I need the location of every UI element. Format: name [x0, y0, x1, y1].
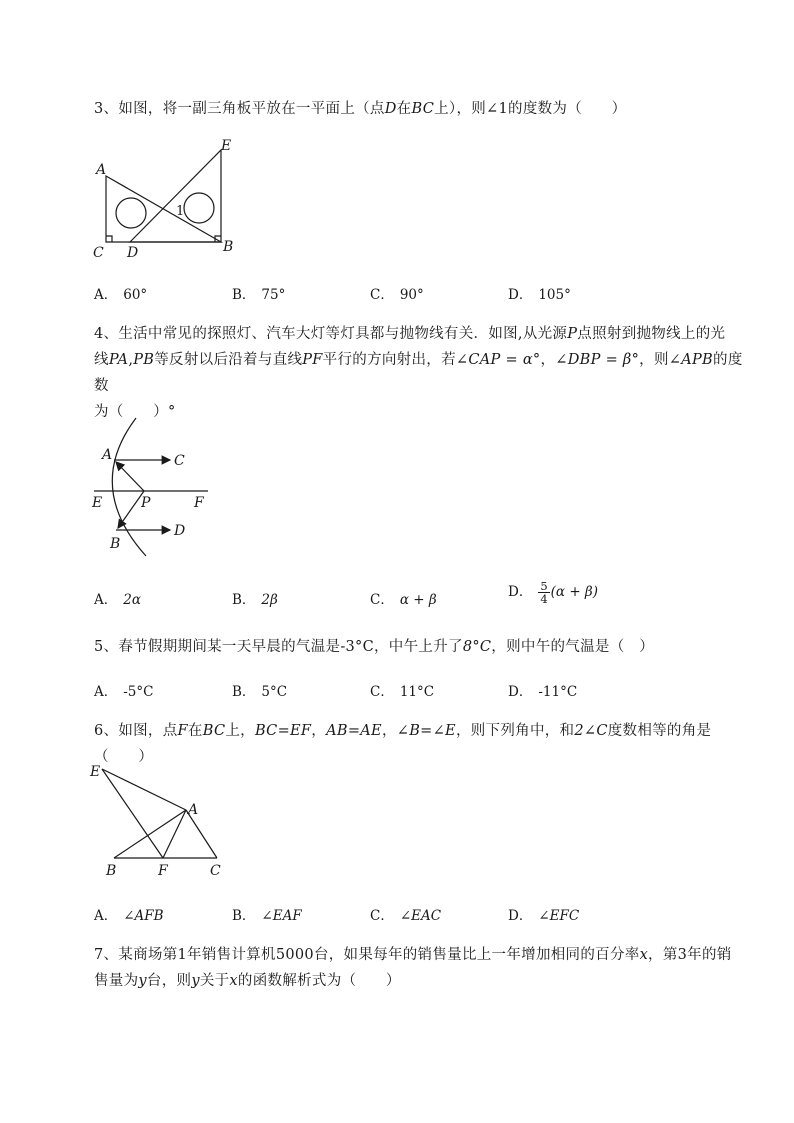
q7-line-1: 7、某商场第1年销售计算机5000台，如果每年的销售量比上一年增加相同的百分率x，第3年的销	[94, 947, 732, 963]
q6-label-f: F	[158, 863, 168, 879]
q4-label-d: D	[174, 523, 186, 539]
q6-segment-ab	[114, 810, 186, 858]
q3-option-a[interactable]: A． 60°	[94, 287, 148, 303]
q3-text-3: 上），则∠1的度数为（ ）	[434, 101, 627, 117]
q5-temp-rise: 8°C	[462, 639, 492, 655]
q4-option-d-fraction: $\frac{5}{4}$	[540, 579, 548, 606]
q5-options	[94, 680, 714, 700]
q5-temp-morning: -3°C	[340, 639, 374, 655]
q4-line-1: 4、生活中常见的探照灯、汽车大灯等灯具都与抛物线有关．如图,从光源P点照射到抛物线上的光	[94, 326, 726, 342]
q3-option-d[interactable]: D． 105°	[508, 287, 571, 303]
q3-right-angle-c	[106, 236, 112, 242]
question-3-stem	[94, 96, 744, 122]
q7-line-2: 售量为y台，则y关于x的函数解析式为（ ）	[94, 973, 401, 989]
q4-ray-pa	[116, 462, 144, 491]
q6-label-b: B	[106, 863, 117, 879]
q3-figure	[90, 136, 250, 266]
q4-label-e: E	[92, 495, 103, 511]
q6-option-a[interactable]: A． ∠AFB	[94, 908, 164, 924]
q3-label-b: B	[223, 239, 234, 255]
q6-figure	[88, 760, 228, 882]
q4-option-c[interactable]: C． α + β	[370, 592, 437, 608]
q3-label-a: A	[96, 162, 107, 178]
q6-segment-ef	[102, 769, 163, 858]
q4-option-d[interactable]: D． $\frac{5}{4}$ (α + β)	[508, 579, 599, 606]
q3-label-d: D	[127, 245, 139, 261]
q6-option-b[interactable]: B． ∠EAF	[232, 908, 302, 924]
q3-options	[94, 283, 714, 303]
q3-text-2: 在	[396, 101, 412, 117]
question-7-stem	[94, 942, 744, 994]
q3-label-e: E	[221, 138, 232, 154]
q6-option-c[interactable]: C． ∠EAC	[370, 908, 442, 924]
q4-line-3: 为（ ）°	[94, 404, 176, 420]
q4-options	[94, 579, 714, 608]
q6-label-c: C	[210, 863, 221, 879]
q6-label-e: E	[90, 764, 101, 780]
q5-option-c[interactable]: C． 11°C	[370, 684, 435, 700]
q3-hole-left	[116, 198, 146, 228]
q3-option-c[interactable]: C． 90°	[370, 287, 424, 303]
q3-triangle-acb	[106, 176, 221, 242]
q3-text-1: 3、如图，将一副三角板平放在一平面上（点	[94, 101, 385, 117]
q5-option-d[interactable]: D． -11°C	[508, 684, 578, 700]
q6-option-d[interactable]: D． ∠EFC	[508, 908, 580, 924]
q3-label-c: C	[93, 245, 104, 261]
q4-label-b: B	[110, 536, 121, 552]
q3-var-d: D	[384, 101, 397, 117]
q6-segment-ea	[102, 769, 186, 810]
q4-line-2: 线PA,PB等反射以后沿着与直线PF平行的方向射出，若∠CAP = α°，∠DBP = β°，则∠APB的度数	[94, 352, 743, 394]
q3-var-bc: BC	[411, 101, 435, 117]
q3-hole-right	[184, 193, 214, 223]
q6-label-a: A	[188, 802, 199, 818]
q6-options	[94, 904, 714, 924]
question-6-stem: 6、如图，点F在BC上，BC=EF，AB=AE，∠B=∠E，则下列角中，和2∠C度数相等的角是（ ）	[94, 723, 712, 765]
q4-label-a: A	[102, 447, 113, 463]
q4-label-p: P	[141, 495, 151, 511]
q4-label-c: C	[174, 453, 185, 469]
q3-option-b[interactable]: B． 75°	[232, 287, 286, 303]
q4-label-f: F	[194, 495, 204, 511]
q5-option-b[interactable]: B． 5°C	[232, 684, 288, 700]
question-5-stem: 5、春节假期期间某一天早晨的气温是-3°C，中午上升了8°C，则中午的气温是（ ）	[94, 639, 655, 655]
q4-option-b[interactable]: B． 2β	[232, 592, 278, 608]
q5-option-a[interactable]: A． -5°C	[94, 684, 154, 700]
q3-label-1: 1	[176, 204, 185, 219]
q4-option-a[interactable]: A． 2α	[94, 592, 141, 608]
q4-figure	[88, 412, 218, 562]
question-4-stem	[94, 321, 744, 425]
